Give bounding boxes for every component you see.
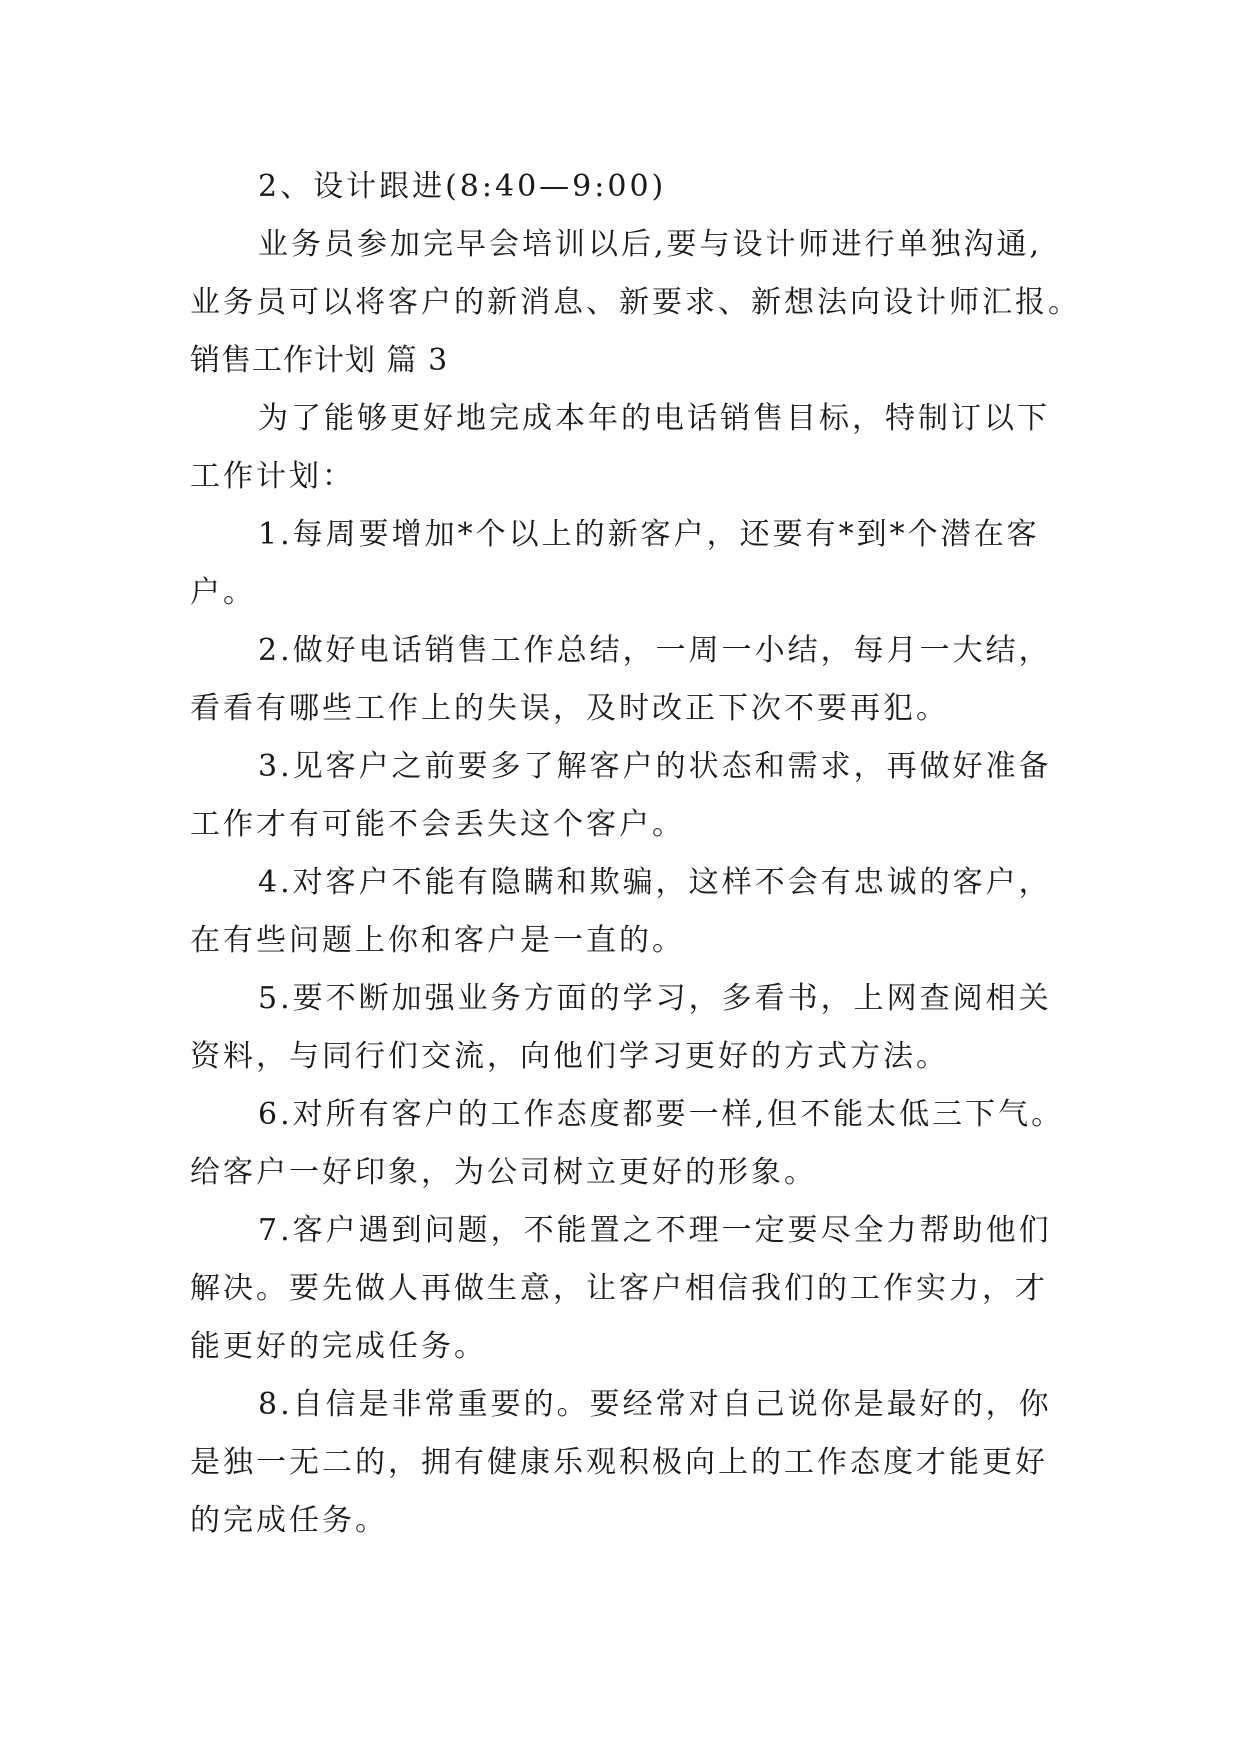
paragraph-line: 解决。要先做人再做生意，让客户相信我们的工作实力，才 [190,1271,1048,1306]
list-item-2: 2.做好电话销售工作总结，一周一小结，每月一大结， [258,633,1052,668]
paragraph-line: 给客户一好印象，为公司树立更好的形象。 [190,1155,817,1190]
document-body [190,158,1090,1550]
paragraph-line: 户。 [190,575,256,610]
list-item-6: 6.对所有客户的工作态度都要一样,但不能太低三下气。 [258,1097,1065,1132]
paragraph-line: 能更好的完成任务。 [190,1329,487,1364]
list-item-8: 8.自信是非常重要的。要经常对自己说你是最好的，你 [258,1387,1052,1422]
list-item-5: 5.要不断加强业务方面的学习，多看书，上网查阅相关 [258,981,1052,1016]
list-item-3: 3.见客户之前要多了解客户的状态和需求，再做好准备 [258,749,1052,784]
paragraph-line: 业务员参加完早会培训以后,要与设计师进行单独沟通, [258,227,1043,262]
paragraph-line: 工作计划： [190,459,355,494]
paragraph-line: 工作才有可能不会丢失这个客户。 [190,807,685,842]
list-item-1: 1.每周要增加*个以上的新客户，还要有*到*个潜在客 [258,517,1040,552]
section-heading: 销售工作计划 篇 3 [190,343,449,378]
paragraph-line: 的完成任务。 [190,1503,388,1538]
list-item-4: 4.对客户不能有隐瞒和欺骗，这样不会有忠诚的客户， [258,865,1052,900]
paragraph-line: 业务员可以将客户的新消息、新要求、新想法向设计师汇报。 [190,285,1081,320]
paragraph-line: 看看有哪些工作上的失误，及时改正下次不要再犯。 [190,691,949,726]
list-item-7: 7.客户遇到问题，不能置之不理一定要尽全力帮助他们 [258,1213,1052,1248]
paragraph-line: 是独一无二的，拥有健康乐观积极向上的工作态度才能更好 [190,1445,1048,1480]
section-item-design-followup: 2、设计跟进(8:40—9:00) [258,169,667,204]
paragraph-line: 在有些问题上你和客户是一直的。 [190,923,685,958]
paragraph-line: 为了能够更好地完成本年的电话销售目标，特制订以下 [258,401,1050,436]
paragraph-line: 资料，与同行们交流，向他们学习更好的方式方法。 [190,1039,949,1074]
